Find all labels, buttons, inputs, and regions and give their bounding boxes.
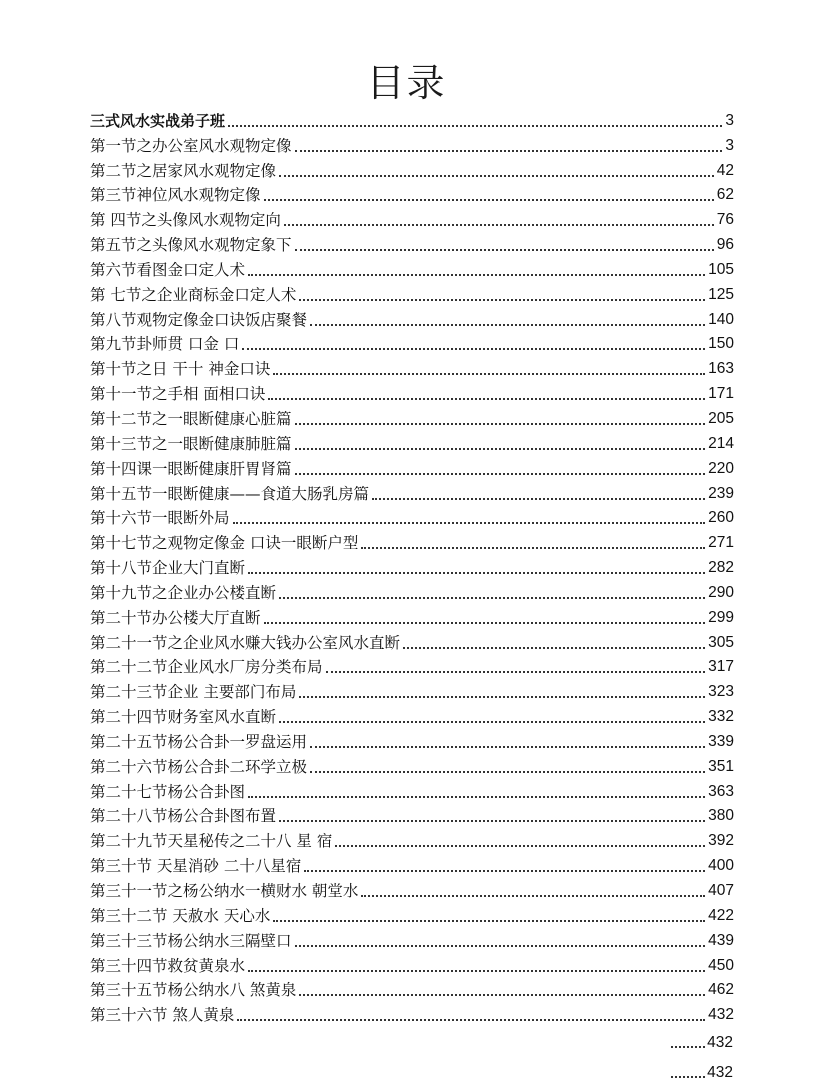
page-number: 62	[716, 186, 734, 204]
page-number: 271	[708, 534, 734, 552]
toc-entry-label: 第 七节之企业商标金口定人术	[90, 285, 297, 304]
leader-dots	[304, 869, 705, 872]
page-number: 42	[716, 161, 734, 179]
leader-dots	[273, 919, 705, 922]
leader-dots	[228, 124, 722, 127]
leader-dots	[295, 944, 706, 947]
page-number: 317	[708, 658, 734, 676]
leader-dots	[403, 646, 705, 649]
toc-entry[interactable]	[90, 876, 734, 901]
toc-entry-label: 第二十九节天星秘传之二十八 星 宿	[90, 832, 333, 851]
leader-dots	[310, 323, 705, 326]
leader-dots	[671, 1075, 705, 1078]
page-number: 205	[708, 409, 734, 427]
toc-entry[interactable]	[90, 504, 734, 529]
leader-dots	[279, 720, 705, 723]
toc-entry[interactable]	[90, 528, 734, 553]
leader-dots	[295, 447, 706, 450]
toc-entry-label: 第二十七节杨公合卦图	[90, 782, 246, 801]
toc-entry-label: 第二十一节之企业风水赚大钱办公室风水直断	[90, 633, 401, 652]
page-number: 400	[708, 857, 734, 875]
toc-entry-label: 第二十三节企业 主要部门布局	[90, 683, 297, 702]
toc-entry-label: 第六节看图金口定人术	[90, 260, 246, 279]
page-number: 392	[708, 832, 734, 850]
leader-dots	[284, 223, 714, 226]
leader-dots	[264, 621, 706, 624]
toc-entry[interactable]	[90, 131, 734, 156]
page-number: 462	[708, 981, 734, 999]
leader-dots	[268, 397, 705, 400]
leader-dots	[295, 248, 714, 251]
page-number: 290	[708, 583, 734, 601]
page-number: 407	[708, 882, 734, 899]
leader-dots	[248, 571, 705, 574]
page-title: 目录	[366, 61, 447, 105]
leader-dots	[671, 1045, 705, 1048]
toc-entry-label: 第二节之居家风水观物定像	[90, 161, 277, 180]
leader-dots	[248, 273, 705, 276]
toc-entry[interactable]	[90, 901, 734, 926]
toc-entry[interactable]	[90, 479, 734, 504]
toc-entry[interactable]	[90, 205, 734, 230]
leader-dots	[248, 969, 705, 972]
toc-entry[interactable]	[90, 330, 734, 355]
toc-entry-label: 第 四节之头像风水观物定向	[90, 211, 281, 230]
page-number: 422	[708, 906, 734, 924]
leader-dots	[361, 894, 705, 897]
toc-entry[interactable]	[90, 553, 734, 578]
toc-entry[interactable]	[90, 255, 734, 280]
page-number: 76	[716, 211, 734, 229]
toc-entry[interactable]	[90, 702, 734, 727]
toc-heading[interactable]	[90, 106, 734, 131]
toc-entry[interactable]	[90, 653, 734, 678]
toc-entry-label: 第一节之办公室风水观物定像	[90, 136, 292, 155]
leader-dots	[242, 347, 705, 350]
leader-dots	[361, 546, 705, 549]
toc-entry[interactable]	[90, 156, 734, 181]
toc-entry-label: 第二十节办公楼大厅直断	[90, 608, 261, 627]
toc-entry-label: 第十节之日 干十 神金口诀	[90, 360, 271, 379]
toc-entry[interactable]	[90, 851, 734, 876]
toc-entry[interactable]	[90, 777, 734, 802]
toc-entry-label: 第十一节之手相 面相口诀	[90, 385, 266, 404]
page-number: 432	[707, 1034, 733, 1051]
toc-entry[interactable]	[90, 752, 734, 777]
toc-entry[interactable]	[90, 181, 734, 206]
toc-entry[interactable]	[90, 354, 734, 379]
leader-dots	[310, 770, 705, 773]
toc-entry-label: 第十五节一眼断健康——食道大肠乳房篇	[90, 484, 370, 503]
page-number: 239	[708, 484, 734, 502]
toc-entry-label: 第三十节 天星消砂 二十八星宿	[90, 857, 302, 876]
toc-entry[interactable]	[90, 578, 734, 603]
toc-entry[interactable]	[90, 603, 734, 628]
leader-dots	[264, 198, 714, 201]
toc-entry[interactable]	[90, 429, 734, 454]
toc-entry-label: 第十二节之一眼断健康心脏篇	[90, 409, 292, 428]
page-number: 105	[708, 260, 734, 278]
overflow-page-entry	[671, 1034, 733, 1052]
leader-dots	[299, 298, 705, 301]
page-number: 3	[725, 111, 734, 129]
toc-entry-label: 第十八节企业大门直断	[90, 559, 246, 578]
page-number: 450	[708, 956, 734, 974]
leader-dots	[279, 174, 714, 177]
toc-entry[interactable]	[90, 951, 734, 976]
toc-entry-label: 第三十一节之杨公纳水一横财水 朝堂水	[90, 882, 359, 900]
leader-dots	[299, 993, 705, 996]
toc-entry-label: 第十七节之观物定像金 口诀一眼断户型	[90, 534, 359, 553]
page-number: 363	[708, 782, 734, 800]
leader-dots	[372, 497, 705, 500]
page-number: 140	[708, 310, 734, 328]
toc-entry-label: 第二十八节杨公合卦图布置	[90, 807, 277, 826]
page-number: 220	[708, 459, 734, 477]
page-number: 96	[716, 236, 734, 254]
toc-entry-label: 第三十三节杨公纳水三隔壁口	[90, 931, 292, 950]
toc-entry-label: 第三十六节 煞人黄泉	[90, 1006, 235, 1025]
leader-dots	[233, 521, 706, 524]
page-number: 125	[708, 285, 734, 303]
page-number: 432	[707, 1064, 733, 1081]
toc-entry-label: 第八节观物定像金口诀饭店聚餐	[90, 310, 308, 329]
page-number: 332	[708, 708, 734, 726]
leader-dots	[295, 472, 706, 475]
toc-entry[interactable]	[90, 379, 734, 404]
page-number: 339	[708, 732, 734, 750]
toc-entry-label: 第二十五节杨公合卦一罗盘运用	[90, 732, 308, 751]
page-number: 260	[708, 509, 734, 527]
page-number: 351	[708, 757, 734, 775]
toc-entry-label: 第九节卦师贯 口金 口	[90, 335, 240, 354]
page-number: 214	[708, 434, 734, 452]
toc-entry[interactable]	[90, 280, 734, 305]
toc-entry[interactable]	[90, 305, 734, 330]
toc-entry[interactable]	[90, 454, 734, 479]
toc-entry-label: 第三十五节杨公纳水八 煞黄泉	[90, 981, 297, 1000]
toc-entry[interactable]	[90, 230, 734, 255]
toc-entry[interactable]	[90, 677, 734, 702]
toc-entry[interactable]	[90, 826, 734, 851]
leader-dots	[273, 372, 705, 375]
toc-entry-label: 第二十六节杨公合卦二环学立极	[90, 757, 308, 776]
toc-entry-label: 第十六节一眼断外局	[90, 509, 230, 528]
leader-dots	[295, 422, 706, 425]
toc-entry-label: 三式风水实战弟子班	[90, 111, 226, 130]
toc-entry-label: 第二十四节财务室风水直断	[90, 708, 277, 727]
toc-entry-label: 第十九节之企业办公楼直断	[90, 583, 277, 602]
page-number: 439	[708, 931, 734, 949]
toc-entry-label: 第五节之头像风水观物定象下	[90, 236, 292, 255]
leader-dots	[310, 745, 705, 748]
leader-dots	[248, 795, 705, 798]
toc-entry[interactable]	[90, 727, 734, 752]
leader-dots	[326, 670, 706, 673]
page-number: 163	[708, 360, 734, 378]
page-number: 171	[708, 385, 734, 403]
page-number: 305	[708, 633, 734, 651]
page-number: 282	[708, 559, 734, 577]
page-number: 150	[708, 335, 734, 353]
toc-entry-label: 第二十二节企业风水厂房分类布局	[90, 658, 323, 677]
table-of-contents	[90, 106, 734, 1025]
leader-dots	[279, 819, 705, 822]
overflow-page-entry	[671, 1064, 733, 1082]
toc-entry[interactable]	[90, 1000, 734, 1025]
toc-entry[interactable]	[90, 926, 734, 951]
page-number: 432	[708, 1006, 734, 1024]
toc-entry[interactable]	[90, 404, 734, 429]
toc-entry[interactable]	[90, 976, 734, 1001]
toc-entry[interactable]	[90, 628, 734, 653]
page-number: 299	[708, 608, 734, 626]
toc-entry-label: 第三十二节 天赦水 天心水	[90, 906, 271, 925]
toc-entry-label: 第十四课一眼断健康肝胃肾篇	[90, 459, 292, 478]
page-number: 323	[708, 683, 734, 701]
leader-dots	[335, 844, 705, 847]
leader-dots	[237, 1018, 705, 1021]
toc-entry[interactable]	[90, 802, 734, 827]
leader-dots	[299, 695, 705, 698]
toc-entry-label: 第三节神位风水观物定像	[90, 186, 261, 205]
page-number: 3	[725, 136, 734, 154]
toc-entry-label: 第十三节之一眼断健康肺脏篇	[90, 434, 292, 453]
leader-dots	[295, 149, 723, 152]
leader-dots	[279, 596, 705, 599]
page-number: 380	[708, 807, 734, 825]
toc-entry-label: 第三十四节救贫黄泉水	[90, 956, 246, 975]
